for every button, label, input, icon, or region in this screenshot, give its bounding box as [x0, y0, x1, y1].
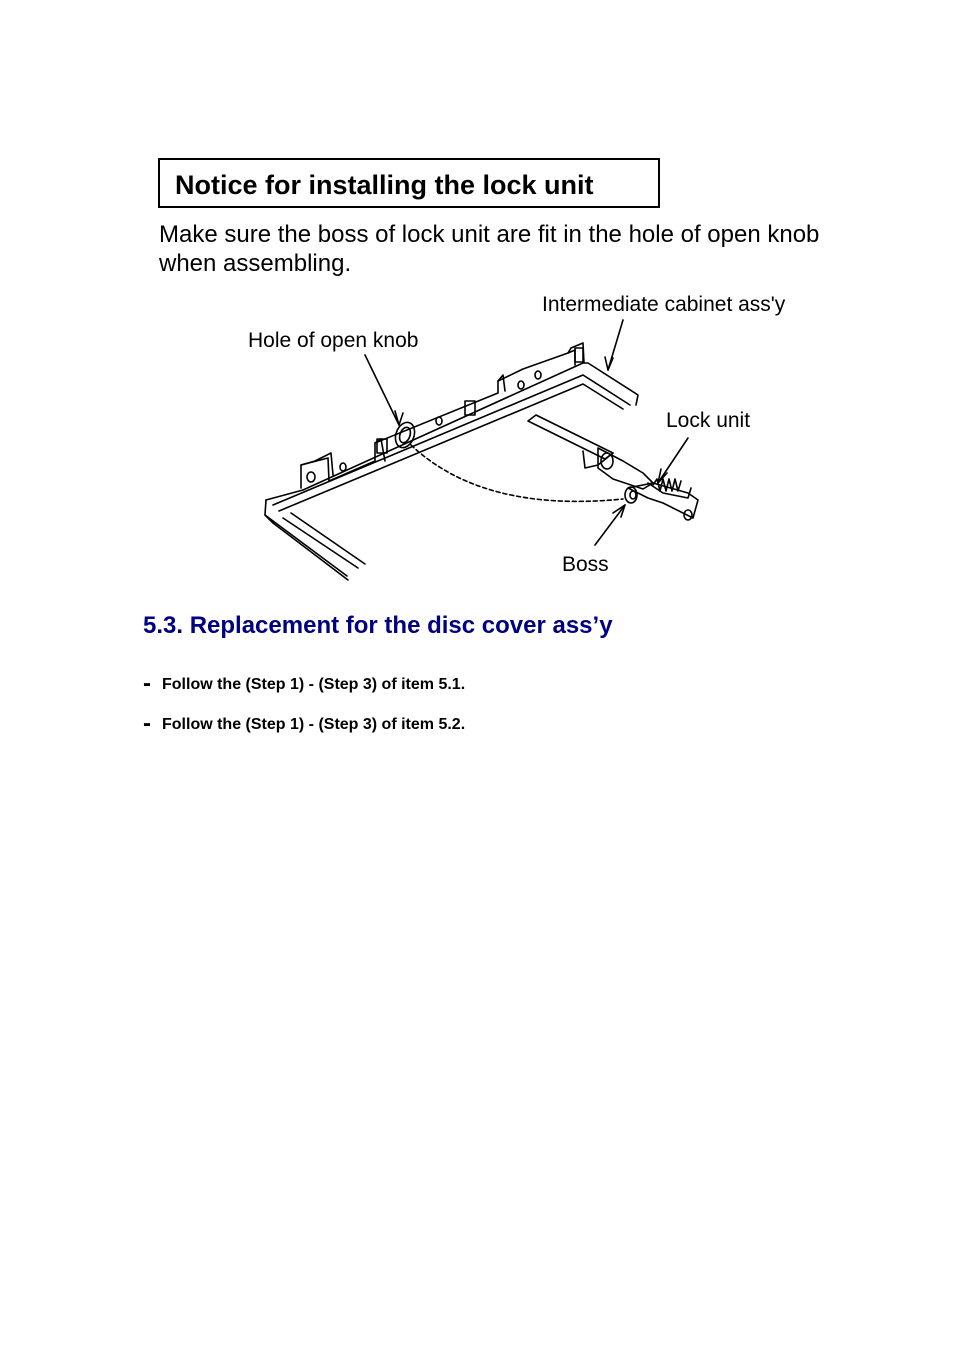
lock-unit-part: [528, 415, 613, 459]
lock-unit-diagram: [143, 143, 878, 593]
label-lock-unit: Lock unit: [666, 409, 751, 432]
notice-text: Make sure the boss of lock unit are fit in the hole of open knob when assembling.: [159, 221, 820, 277]
notice-box: [158, 158, 660, 208]
label-intermediate-cabinet: Intermediate cabinet ass'y: [542, 293, 786, 316]
label-boss: Boss: [562, 553, 609, 576]
step-text: Follow the (Step 1) - (Step 3) of item 5.1.: [162, 676, 466, 693]
step-item: [143, 710, 465, 738]
step-item: [143, 670, 465, 698]
cabinet-frame: [265, 500, 347, 576]
section-heading: 5.3. Replacement for the disc cover ass’y: [143, 612, 613, 639]
step-text: Follow the (Step 1) - (Step 3) of item 5.2.: [162, 716, 466, 733]
bullet-dash: -: [143, 670, 151, 697]
notice-title: Notice for installing the lock unit: [175, 170, 594, 200]
lock-unit-figure: [143, 143, 878, 593]
bullet-dash: -: [143, 710, 151, 737]
label-hole-of-open-knob: Hole of open knob: [248, 329, 419, 352]
motion-path: [411, 445, 623, 501]
